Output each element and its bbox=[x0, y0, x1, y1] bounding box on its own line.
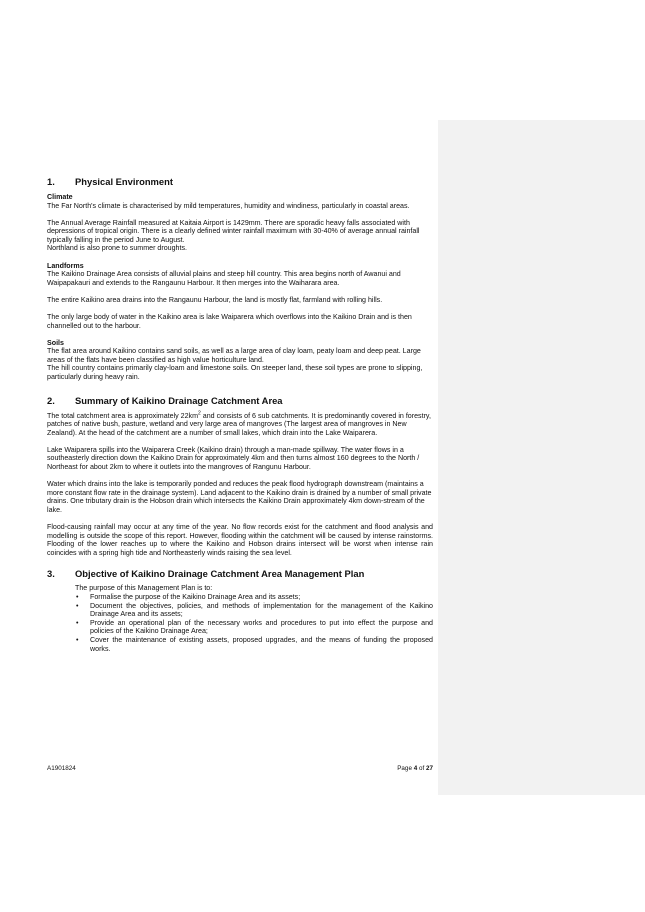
bullet-icon: • bbox=[76, 593, 79, 601]
document-id: A1901824 bbox=[47, 765, 76, 772]
bullet-list bbox=[75, 593, 433, 653]
paragraph: Flood-causing rainfall may occur at any time of the year. No flow records exist for the catchment and flood analysis and modelling is outside the scope of this report. However, flooding within the catchment will be caused by intense rainstorms. Flooding of the lower reaches up to where the Kaikino and Hobson drains intersect will be worst when intense rain coincides with a spring high tide and Northeasterly winds raising the sea level. bbox=[47, 523, 433, 557]
paragraph: The purpose of this Management Plan is to: bbox=[75, 584, 213, 593]
page-footer bbox=[47, 765, 433, 772]
page-number: 4 bbox=[413, 765, 418, 772]
section-title: Summary of Kaikino Drainage Catchment Area bbox=[75, 394, 283, 406]
list-item bbox=[75, 602, 433, 619]
list-item-text: Document the objectives, policies, and methods of implementation for the management of the Kaikino Drainage Area and its assets; bbox=[90, 601, 433, 619]
text-run: and consists of 6 sub catchments. It is predominantly covered in forestry, patches of native bush, pasture, wetland and very large area of mangroves (The largest area of mangroves in New Zealand). At the head of the catchment are a number of small lakes, which drain into the Lake Waiparera. bbox=[47, 411, 431, 437]
page-of-label: of bbox=[417, 765, 426, 772]
list-item-text: Cover the maintenance of existing assets, proposed upgrades, and the means of funding the proposed works. bbox=[90, 635, 433, 653]
page-counter bbox=[397, 765, 433, 772]
list-item bbox=[75, 636, 433, 653]
paragraph: The Kaikino Drainage Area consists of alluvial plains and steep hill country. This area begins north of Awanui and Waipapakauri and extends to the Rangaunu Harbour. It then merges into the Waiharara area. bbox=[47, 270, 401, 287]
bullet-icon: • bbox=[76, 618, 79, 627]
objective-block bbox=[75, 584, 433, 653]
comment-margin-pane bbox=[438, 120, 645, 795]
paragraph: The only large body of water in the Kaikino area is lake Waiparera which overflows into the Kaikino Drain and is then channelled out to the harbour. bbox=[47, 312, 412, 330]
section-number: 1. bbox=[47, 176, 55, 187]
list-item bbox=[75, 593, 433, 602]
paragraph: The Far North's climate is characterised by mild temperatures, humidity and windiness, particularly in coastal areas. bbox=[47, 201, 410, 210]
page-body bbox=[47, 176, 433, 653]
paragraph: The Annual Average Rainfall measured at Kaitaia Airport is 1429mm. There are sporadic heavy falls associated with depressions of tropical origin. There is a clearly defined winter rainfall maximum with 30-40% of average annual rainfall typically falling in the period June to August. bbox=[47, 218, 420, 244]
page-label: Page bbox=[397, 765, 414, 772]
subheading-soils: Soils bbox=[47, 338, 64, 347]
bullet-icon: • bbox=[76, 601, 79, 610]
paragraph: Lake Waiparera spills into the Waiparera Creek (Kaikino drain) through a man-made spillway. The water flows in a southeasterly direction down the Kaikino Drain for approximately 4km and then turns almost 160 degrees to the North / Northeast for about 2km to where it outlets into the mangroves of Rangunu Harbour. bbox=[47, 445, 420, 472]
bullet-icon: • bbox=[76, 635, 79, 644]
section-title: Objective of Kaikino Drainage Catchment Area Management Plan bbox=[75, 568, 365, 580]
paragraph: Water which drains into the lake is temporarily ponded and reduces the peak flood hydrograph downstream (maintains a more constant flow rate in the drainage system). Land adjacent to the Kaikino drain is drained by a number of small private drains. One tributary drain is the Hobson drain which intersects the Kaikino Drain approximately 4km down-stream of the lake. bbox=[47, 480, 432, 514]
paragraph bbox=[47, 412, 433, 438]
list-item-text: Provide an operational plan of the necessary works and procedures to put into effect the purpose and policies of the Kaikino Drainage Area; bbox=[90, 618, 433, 636]
section-heading-summary bbox=[47, 395, 433, 406]
section-title: Physical Environment bbox=[75, 176, 173, 187]
list-item bbox=[75, 619, 433, 636]
paragraph: The entire Kaikino area drains into the Rangaunu Harbour, the land is mostly flat, farmland with rolling hills. bbox=[47, 295, 383, 304]
section-heading-objective bbox=[47, 568, 433, 579]
subheading-climate: Climate bbox=[47, 193, 73, 201]
paragraph: The flat area around Kaikino contains sand soils, as well as a large area of clay loam, peaty loam and deep peat. Large areas of the flats have been classified as high value horticulture land. bbox=[47, 347, 421, 364]
section-number: 2. bbox=[47, 394, 55, 406]
text-run: The total catchment area is approximately 22km bbox=[47, 411, 199, 420]
paragraph: The hill country contains primarily clay-loam and limestone soils. On steeper land, these soil types are prone to slipping, particularly during heavy rain. bbox=[47, 364, 423, 381]
section-heading-physical-environment bbox=[47, 176, 433, 187]
subheading-landforms: Landforms bbox=[47, 261, 84, 270]
list-item-text: Formalise the purpose of the Kaikino Drainage Area and its assets; bbox=[90, 593, 301, 601]
section-number: 3. bbox=[47, 568, 55, 580]
paragraph: Northland is also prone to summer droughts. bbox=[47, 244, 187, 253]
page-total: 27 bbox=[425, 765, 433, 772]
superscript: 2 bbox=[198, 410, 201, 417]
